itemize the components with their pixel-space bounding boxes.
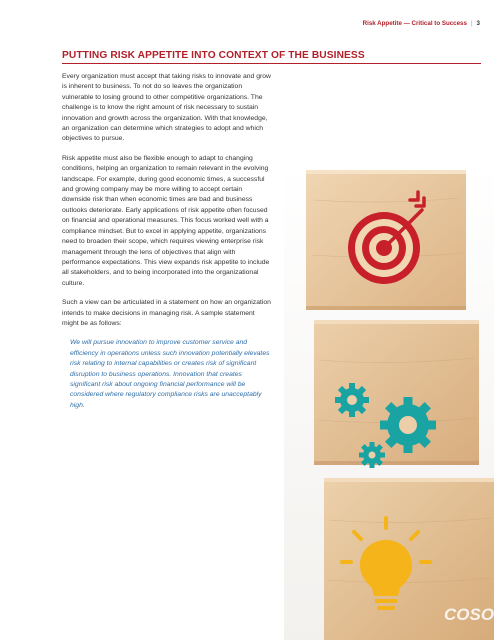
wooden-blocks-photo <box>284 160 494 640</box>
paragraph-2: Risk appetite must also be flexible enough to adapt to changing conditions, helping an organization to remain relevant in the evolving landscape. For example, during good economic times, a successful and growing company may be more willing to accept certain downside risk than when economic times are bad and business outlooks deteriorate. Early applications of risk appetite often focused on financial and operational measures. This focus worked well with a compliance mindset. But to excel in applying appetite, organizations need to broaden their scope, which requires viewing enterprise risk management through the lens of objectives that align with performance expectations. This view expands risk appetite to include all stakeholders, and to being incorporated into the organizational culture. <box>62 154 270 287</box>
running-header <box>363 20 480 27</box>
gears-block <box>314 320 479 468</box>
svg-text:COSO: COSO <box>444 605 494 624</box>
header-separator: | <box>470 20 473 27</box>
running-title: Risk Appetite — Critical to Success <box>362 20 467 27</box>
section-title-rule <box>62 63 481 64</box>
lightbulb-block <box>324 478 494 640</box>
section-title: PUTTING RISK APPETITE INTO CONTEXT OF THE BUSINESS <box>62 50 365 61</box>
body-column <box>62 72 272 420</box>
sample-statement: We will pursue innovation to improve customer service and efficiency in operations unless such innovation potentially elevates risk relating to internal capabilities or creates risk of significant disruption to business operations. Innovation that creates significant risk about ongoing financial performance will be considered where regulatory compliance risks are unacceptably high. <box>70 339 270 409</box>
target-block <box>306 170 466 310</box>
page-number: 3 <box>476 20 480 27</box>
coso-logo <box>444 605 494 624</box>
paragraph-3: Such a view can be articulated in a statement on how an organization intends to make decisions in managing risk. A sample statement might be as follows: <box>62 299 271 327</box>
paragraph-1: Every organization must accept that taking risks to innovate and grow is inherent to business. To not do so leaves the organization vulnerable to losing ground to other competitive organizations. The challenge is to know the right amount of risk necessary to sustain innovation and growth across the organization. With that knowledge, an organization can determine which strategies to adopt and which objectives to pursue. <box>62 73 271 143</box>
